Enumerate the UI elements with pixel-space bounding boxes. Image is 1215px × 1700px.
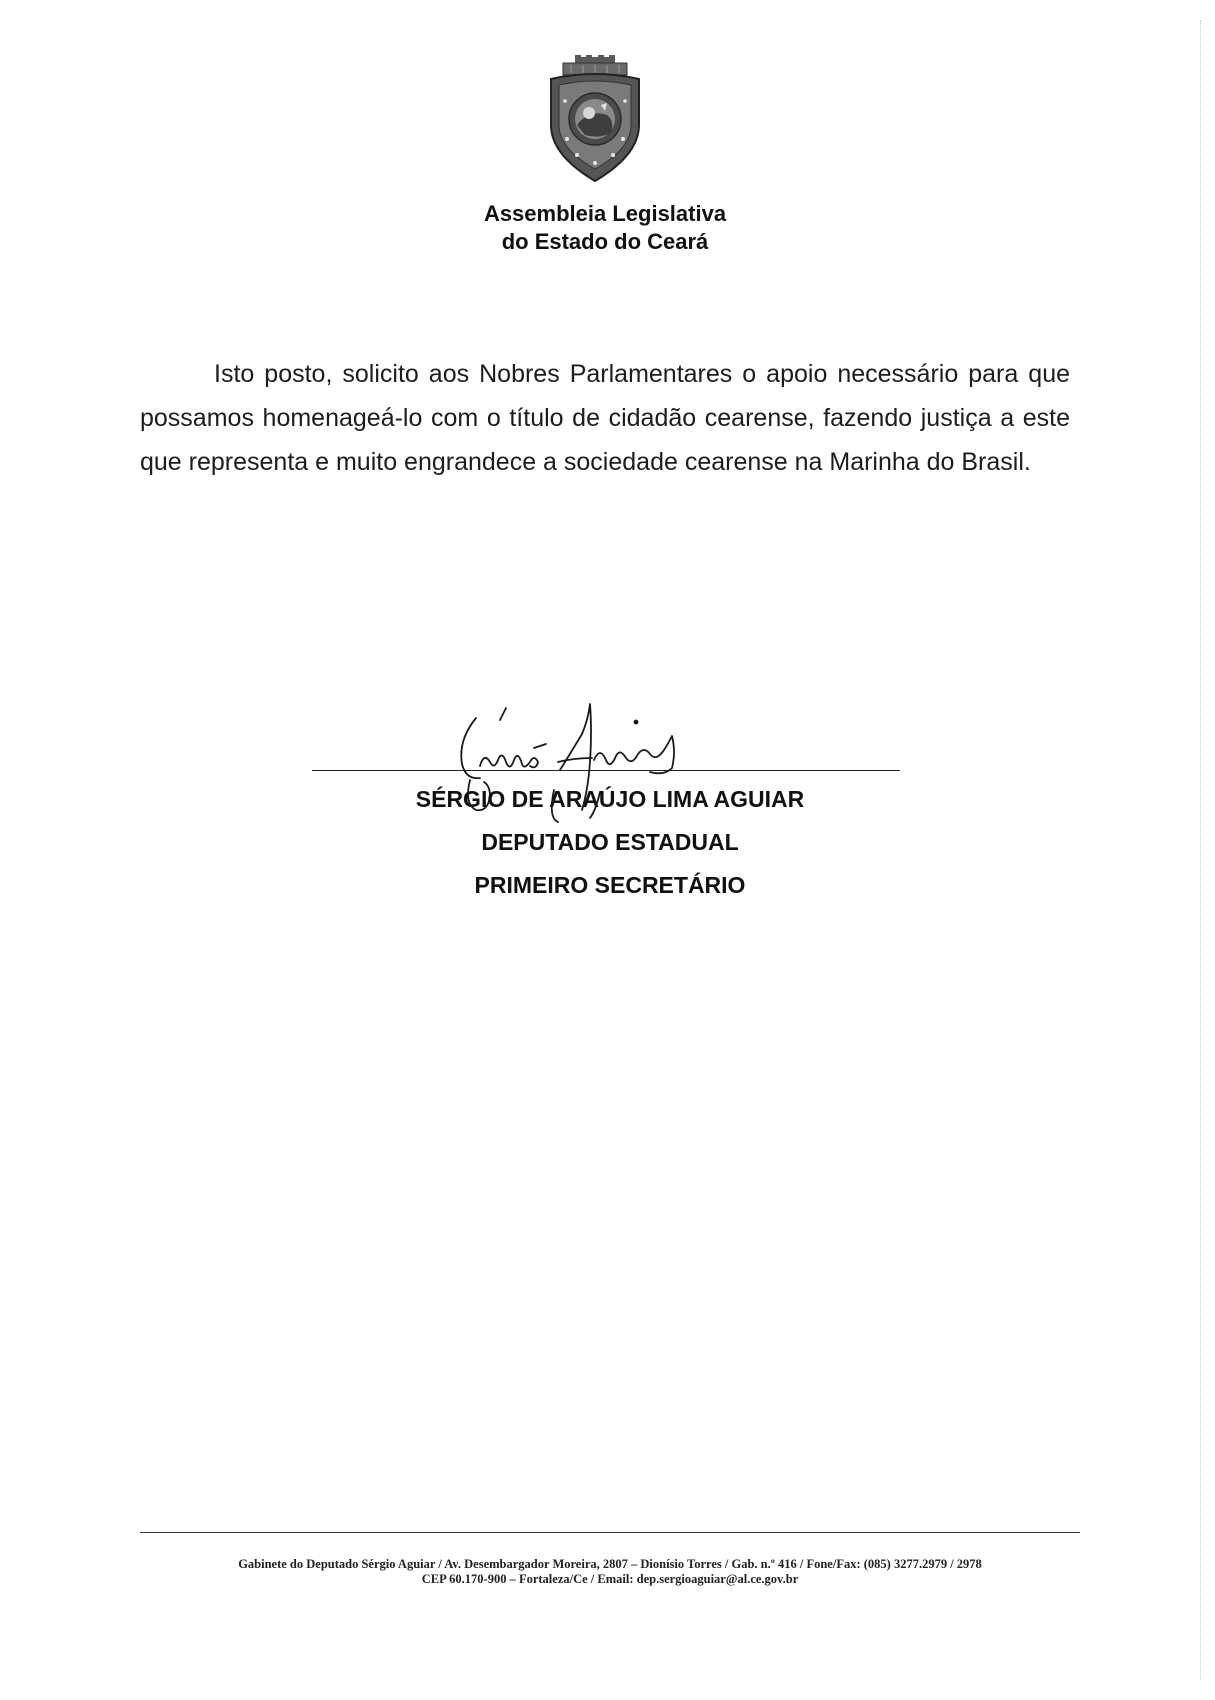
ceara-coat-of-arms-icon <box>545 55 645 185</box>
institution-name-line1: Assembleia Legislativa <box>483 201 727 226</box>
institution-heading <box>400 200 810 256</box>
footer-address-line2: CEP 60.170-900 – Fortaleza/Ce / Email: dep.sergioaguiar@al.ce.gov.br <box>421 1572 799 1586</box>
footer-divider <box>140 1532 1080 1533</box>
footer-address-line1: Gabinete do Deputado Sérgio Aguiar / Av. Desembargador Moreira, 2807 – Dionísio Torres / Gab. n.º 416 / Fone/Fax: (085) 3277.2979 / 2978 <box>238 1557 982 1571</box>
signatory-role: DEPUTADO ESTADUAL <box>481 829 739 855</box>
scan-edge-divider <box>1200 20 1201 1680</box>
footer-address <box>140 1557 1080 1587</box>
signatory-name: SÉRGIO DE ARAÚJO LIMA AGUIAR <box>415 786 805 812</box>
body-paragraph: Isto posto, solicito aos Nobres Parlamentares o apoio necessário para que possamos homenageá-lo com o título de cidadão cearense, fazendo justiça a este que representa e muito engrandece a sociedade cearense na Marinha do Brasil. <box>140 360 1070 476</box>
signatory-title: PRIMEIRO SECRETÁRIO <box>474 872 746 898</box>
signature-block <box>300 700 920 900</box>
institution-name-line2: do Estado do Ceará <box>501 229 709 254</box>
